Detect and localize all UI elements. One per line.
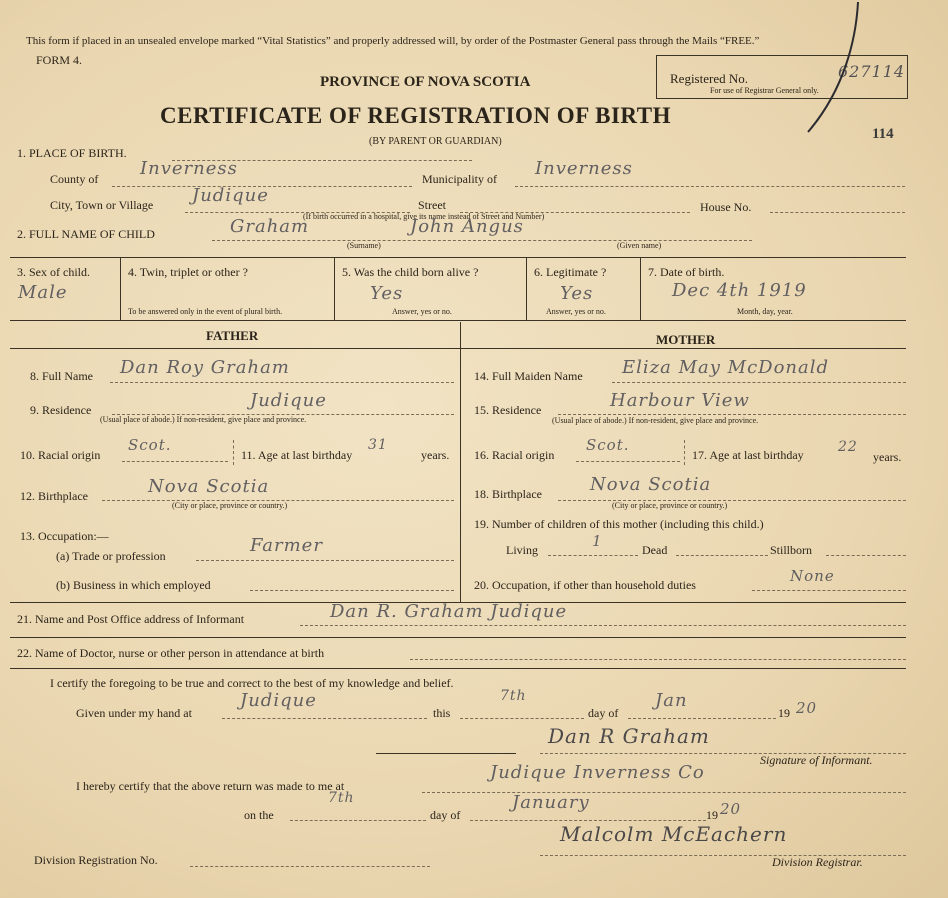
mother-occupation-value: None: [790, 567, 835, 585]
stillborn-label: Stillborn: [770, 543, 813, 557]
municipality-line: [515, 186, 905, 187]
return-place-value: Judique Inverness Co: [490, 762, 705, 783]
return-day-line: [290, 820, 426, 821]
given-month-value: Jan: [655, 690, 688, 711]
given-place-line: [222, 718, 427, 719]
father-name-line: [110, 382, 454, 383]
mother-birthplace-note: (City or place, province or country.): [612, 501, 728, 510]
mother-name-label: 14. Full Maiden Name: [474, 369, 583, 383]
pen-mark-icon: [800, 0, 870, 140]
father-residence-value: Judique: [250, 390, 327, 411]
informant-signature: Dan R Graham: [548, 724, 710, 748]
form-number: FORM 4.: [36, 53, 83, 67]
child-given-value: John Angus: [410, 216, 524, 237]
legitimate-label: 6. Legitimate ?: [534, 265, 607, 279]
father-name-value: Dan Roy Graham: [120, 357, 290, 378]
mother-residence-line: [558, 414, 906, 415]
mother-heading: MOTHER: [656, 332, 716, 347]
return-day-of-label: day of: [430, 808, 461, 822]
signature-caption: Signature of Informant.: [760, 753, 873, 767]
return-certify-text: I hereby certify that the above return was made to me at: [76, 779, 345, 793]
given-year-suffix: 20: [796, 699, 818, 717]
father-years-label: years.: [421, 448, 450, 462]
mother-residence-value: Harbour View: [610, 390, 750, 411]
child-name-label: 2. FULL NAME OF CHILD: [17, 227, 155, 241]
box-divider: [526, 257, 527, 320]
father-heading: FATHER: [206, 328, 259, 343]
mother-residence-label: 15. Residence: [474, 403, 542, 417]
father-racial-label: 10. Racial origin: [20, 448, 101, 462]
section-line: [10, 668, 906, 669]
legitimate-value: Yes: [560, 283, 594, 304]
father-age-value: 31: [368, 437, 388, 453]
mother-age-label: 17. Age at last birthday: [692, 448, 804, 462]
living-label: Living: [506, 543, 538, 557]
mailing-notice: This form if placed in an unsealed envelope marked “Vital Statistics” and properly addressed will, by order of the Postmaster General pass through the Mails “FREE.”: [26, 35, 760, 47]
field-divider: [684, 440, 685, 465]
business-label: (b) Business in which employed: [56, 578, 211, 592]
informant-address-value: Dan R. Graham Judique: [330, 601, 568, 622]
father-birthplace-value: Nova Scotia: [148, 476, 270, 497]
return-day-value: 7th: [328, 790, 355, 806]
city-label: City, Town or Village: [50, 198, 154, 212]
section-line: [10, 637, 906, 638]
father-residence-label: 9. Residence: [30, 403, 92, 417]
given-caption: (Given name): [617, 241, 662, 250]
separator-line: [376, 753, 516, 754]
date-of-birth-label: 7. Date of birth.: [648, 265, 725, 279]
mother-birthplace-line: [558, 500, 906, 501]
registrar-caption: Division Registrar.: [772, 855, 863, 869]
field-divider: [233, 440, 234, 465]
row-top-line: [10, 257, 906, 258]
given-day-line: [460, 718, 584, 719]
given-place-value: Judique: [240, 690, 317, 711]
street-label: Street: [418, 198, 446, 212]
box-divider: [334, 257, 335, 320]
mother-racial-line: [576, 461, 680, 462]
return-year-prefix: 19: [706, 808, 718, 822]
county-value: Inverness: [140, 158, 238, 179]
hospital-note: (If birth occurred in a hospital, give its name instead of Street and Number): [303, 212, 545, 221]
on-the-label: on the: [244, 808, 274, 822]
legitimate-caption: Answer, yes or no.: [546, 307, 606, 316]
living-value: 1: [592, 532, 603, 550]
mother-name-value: Eliza May McDonald: [622, 357, 830, 378]
mother-birthplace-label: 18. Birthplace: [474, 487, 542, 501]
dead-line: [676, 555, 768, 556]
registrar-signature: Malcolm McEachern: [560, 822, 788, 846]
city-value: Judique: [192, 185, 269, 206]
informant-line: [300, 625, 906, 626]
mother-racial-label: 16. Racial origin: [474, 448, 555, 462]
surname-caption: (Surname): [347, 241, 381, 250]
father-residence-note: (Usual place of abode.) If non-resident, give place and province.: [100, 415, 307, 424]
mother-racial-value: Scot.: [586, 436, 630, 454]
born-alive-label: 5. Was the child born alive ?: [342, 265, 479, 279]
box-divider: [640, 257, 641, 320]
trade-value: Farmer: [250, 535, 323, 556]
municipality-value: Inverness: [535, 158, 633, 179]
certify-text: I certify the foregoing to be true and correct to the best of my knowledge and belief.: [50, 676, 454, 690]
parents-heading-line: [10, 348, 906, 349]
doctor-line: [410, 659, 906, 660]
certificate-subtitle: (BY PARENT OR GUARDIAN): [369, 136, 502, 147]
parents-divider: [460, 322, 461, 602]
return-year-suffix: 20: [720, 800, 742, 818]
given-under-label: Given under my hand at: [76, 706, 192, 720]
child-surname-value: Graham: [230, 216, 310, 237]
business-line: [250, 590, 454, 591]
alive-caption: Answer, yes or no.: [392, 307, 452, 316]
given-year-prefix: 19: [778, 706, 790, 720]
municipality-label: Municipality of: [422, 172, 497, 186]
children-count-label: 19. Number of children of this mother (including this child.): [474, 517, 764, 531]
registered-number-value: 627114: [838, 62, 906, 81]
twin-note: To be answered only in the event of plural birth.: [128, 307, 283, 316]
father-name-label: 8. Full Name: [30, 369, 93, 383]
informant-address-label: 21. Name and Post Office address of Informant: [17, 612, 245, 626]
division-registration-label: Division Registration No.: [34, 853, 158, 867]
house-no-label: House No.: [700, 200, 752, 214]
trade-label: (a) Trade or profession: [56, 549, 166, 563]
mother-occupation-label: 20. Occupation, if other than household duties: [474, 578, 696, 592]
day-of-label: day of: [588, 706, 619, 720]
dob-caption: Month, day, year.: [737, 307, 793, 316]
mother-name-line: [612, 382, 906, 383]
sex-value: Male: [18, 282, 68, 303]
father-racial-line: [122, 461, 228, 462]
certificate-title: CERTIFICATE OF REGISTRATION OF BIRTH: [160, 103, 671, 128]
date-of-birth-value: Dec 4th 1919: [672, 280, 807, 301]
given-month-line: [628, 718, 776, 719]
province-title: PROVINCE OF NOVA SCOTIA: [320, 74, 531, 90]
dead-label: Dead: [642, 543, 668, 557]
child-name-line: [212, 240, 752, 241]
doctor-label: 22. Name of Doctor, nurse or other person in attendance at birth: [17, 646, 325, 660]
father-racial-value: Scot.: [128, 436, 172, 454]
twin-label: 4. Twin, triplet or other ?: [128, 265, 248, 279]
place-of-birth-label: 1. PLACE OF BIRTH.: [17, 146, 127, 160]
mother-birthplace-value: Nova Scotia: [590, 474, 712, 495]
this-label: this: [433, 706, 451, 720]
mother-residence-note: (Usual place of abode.) If non-resident, give place and province.: [552, 416, 759, 425]
stillborn-line: [826, 555, 906, 556]
father-birthplace-note: (City or place, province or country.): [172, 501, 288, 510]
mother-age-value: 22: [838, 439, 858, 455]
house-line: [770, 212, 905, 213]
occupation-label: 13. Occupation:—: [20, 529, 109, 543]
trade-line: [196, 560, 454, 561]
return-month-line: [470, 820, 706, 821]
division-line: [190, 866, 430, 867]
stamp-number: 114: [872, 126, 894, 142]
father-birthplace-label: 12. Birthplace: [20, 489, 88, 503]
county-label: County of: [50, 172, 99, 186]
return-month-value: January: [512, 792, 590, 813]
box-divider: [120, 257, 121, 320]
registrar-use-note: For use of Registrar General only.: [710, 86, 819, 95]
given-day-value: 7th: [500, 688, 527, 704]
registered-no-label: Registered No.: [670, 71, 748, 86]
mother-years-label: years.: [873, 450, 902, 464]
born-alive-value: Yes: [370, 283, 404, 304]
sex-label: 3. Sex of child.: [17, 265, 90, 279]
row-bottom-line: [10, 320, 906, 321]
return-place-line: [422, 792, 906, 793]
mother-occupation-line: [752, 590, 906, 591]
father-age-label: 11. Age at last birthday: [241, 448, 353, 462]
living-line: [548, 555, 638, 556]
